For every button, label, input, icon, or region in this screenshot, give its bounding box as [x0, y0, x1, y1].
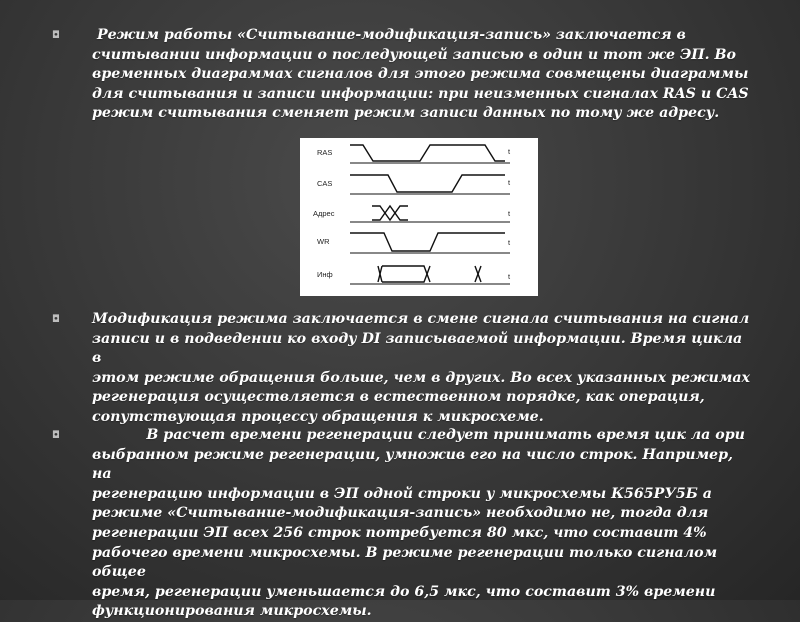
- paragraph-regeneration: В расчет времени регенерации следует принимать время цик ла ори выбранном режиме регенерации, умножив его на число строк. Например, на регенерацию информации в ЭП одной строки у микросхемы К565РУ5Б а режиме «Считывание-модификация-запись» необходимо не, тогда для регенерации ЭП всех 256 строк потребуется 80 мкс, что составит 4% рабочего времени микросхемы. В режиме регенерации только сигналом общее время, регенерации уменьшается до 6,5 мкс, что составит 3% времени функционирования микросхемы.: [92, 427, 745, 620]
- signal-label-address: Адрес: [313, 209, 335, 218]
- bullet-icon: ◘: [52, 30, 60, 41]
- signal-label-cas: CAS: [317, 179, 333, 188]
- time-label-ras: t: [508, 147, 511, 156]
- waveform-cas: [350, 175, 505, 192]
- timing-diagram-svg: [300, 138, 538, 296]
- bullet-icon: ◘: [52, 314, 60, 325]
- waveform-address-lower: [372, 206, 408, 220]
- paragraph-read-modify-write: Режим работы «Считывание-модификация-запись» заключается в считывании информации о последующей записью в один и тот же ЭП. Во временных диаграммах сигналов для этого режима совмещены диаграммы для считывания и записи информации: при неизменных сигналах RAS и CAS режим считывания сменяет режим записи данных по тому же адресу.: [92, 27, 749, 122]
- time-label-address: t: [508, 209, 511, 218]
- paragraph-modification: Модификация режима заключается в смене сигнала считывания на сигнал записи и в подведении ко входу DI записываемой информации. Время цикла в этом режиме обращения больше, чем в других. Во всех указанных режимах регенерация осуществляется в естественном порядке, как операция, сопутствующая процессу обращения к микросхеме.: [92, 311, 750, 425]
- time-label-wr: t: [508, 238, 511, 247]
- time-label-cas: t: [508, 178, 511, 187]
- waveform-wr: [350, 233, 505, 251]
- waveform-ras: [350, 145, 505, 161]
- time-label-data: t: [508, 272, 511, 281]
- signal-label-ras: RAS: [317, 148, 333, 157]
- timing-diagram: [300, 138, 538, 296]
- waveform-address-upper: [372, 206, 408, 220]
- waveform-data-lower: [382, 266, 430, 282]
- bullet-icon: ◘: [52, 430, 60, 441]
- waveform-data-upper: [382, 266, 430, 282]
- signal-label-data: Инф: [317, 270, 333, 279]
- signal-label-wr: WR: [317, 237, 330, 246]
